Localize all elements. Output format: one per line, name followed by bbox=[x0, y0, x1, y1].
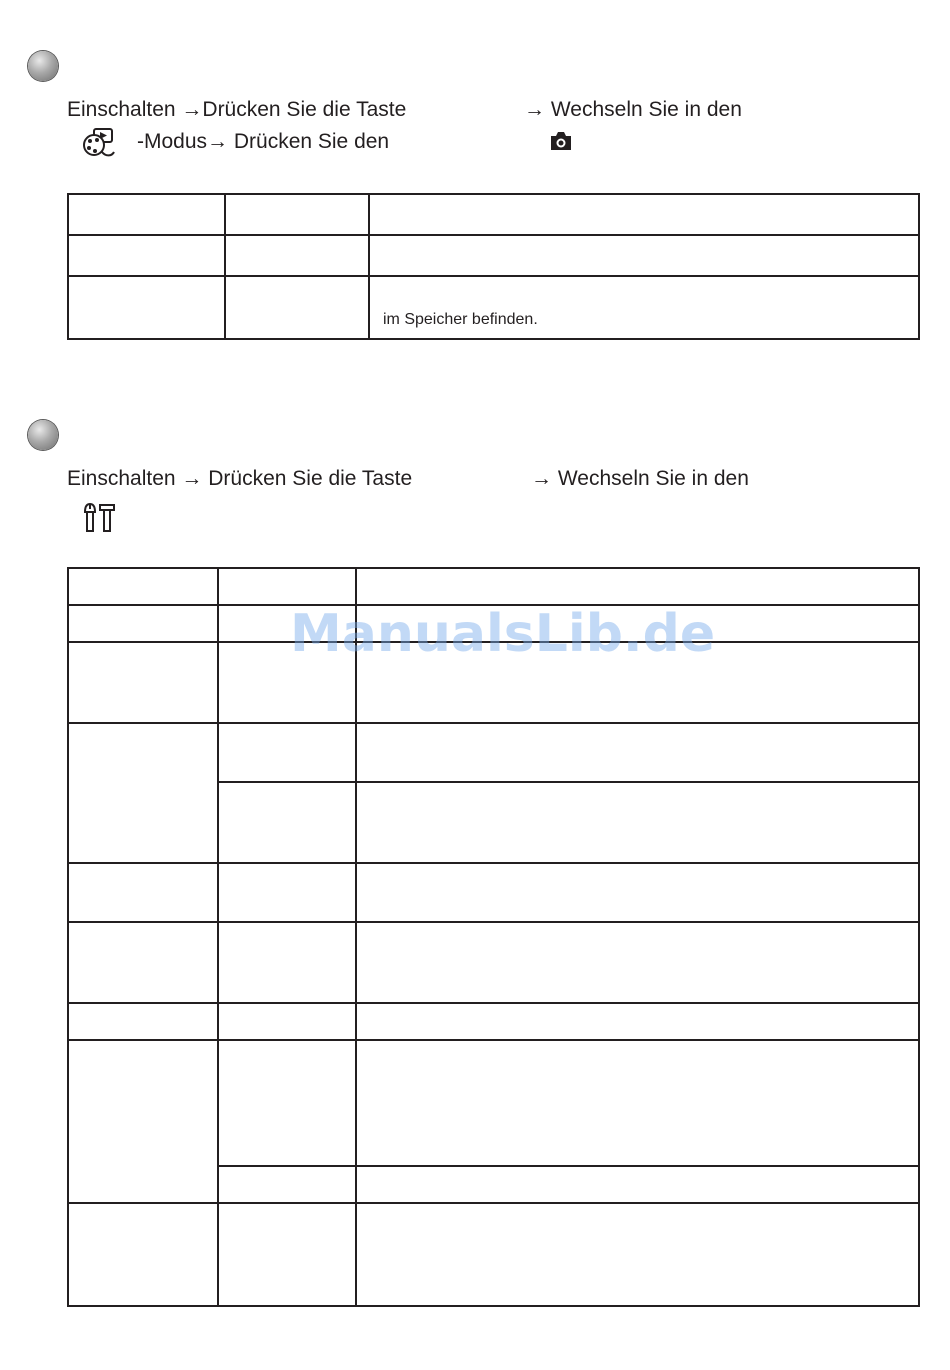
table-row bbox=[68, 276, 919, 339]
table-cell bbox=[218, 723, 356, 782]
table-cell bbox=[68, 235, 225, 276]
table-cell bbox=[369, 194, 919, 235]
table-row bbox=[68, 235, 919, 276]
table-note-text: im Speicher befinden. bbox=[383, 311, 538, 328]
instruction-text: → Wechseln Sie in den bbox=[531, 467, 749, 490]
table-cell bbox=[369, 276, 919, 339]
table-cell bbox=[218, 863, 356, 922]
table-cell bbox=[356, 782, 919, 863]
table-cell bbox=[68, 194, 225, 235]
table-row bbox=[68, 1040, 919, 1166]
table-cell bbox=[68, 605, 218, 642]
table-cell bbox=[356, 1166, 919, 1203]
table-row bbox=[68, 568, 919, 605]
instruction-text: Einschalten → Drücken Sie die Taste bbox=[67, 467, 413, 490]
table-row bbox=[68, 1203, 919, 1306]
table-cell bbox=[68, 1203, 218, 1306]
table-cell bbox=[356, 1003, 919, 1040]
table-cell bbox=[218, 1203, 356, 1306]
section-bullet bbox=[28, 51, 58, 81]
table-cell bbox=[225, 276, 369, 339]
instruction-text: Einschalten →Drücken Sie die Taste bbox=[67, 98, 407, 121]
table-cell bbox=[218, 1003, 356, 1040]
table-cell bbox=[369, 235, 919, 276]
table-cell bbox=[225, 194, 369, 235]
table-cell bbox=[68, 1040, 218, 1203]
table-cell bbox=[218, 1040, 356, 1166]
table-cell bbox=[356, 723, 919, 782]
table-row bbox=[68, 194, 919, 235]
table-cell bbox=[68, 723, 218, 863]
table-cell bbox=[68, 642, 218, 723]
settings-table-1 bbox=[67, 193, 920, 340]
section-bullet bbox=[28, 420, 58, 450]
instruction-text: -Modus→ Drücken Sie den bbox=[137, 130, 390, 153]
table-cell bbox=[356, 1040, 919, 1166]
settings-table-2 bbox=[67, 567, 920, 1307]
table-cell bbox=[68, 1003, 218, 1040]
table-row bbox=[68, 723, 919, 782]
table-cell bbox=[68, 922, 218, 1003]
table-cell bbox=[218, 782, 356, 863]
table-cell bbox=[68, 276, 225, 339]
table-cell bbox=[356, 1203, 919, 1306]
table-row bbox=[68, 922, 919, 1003]
video-edit-icon bbox=[82, 127, 116, 159]
watermark: ManualsLib.de bbox=[290, 604, 716, 664]
table-cell bbox=[218, 922, 356, 1003]
table-cell bbox=[68, 568, 218, 605]
camera-icon bbox=[549, 131, 573, 151]
table-cell bbox=[218, 1166, 356, 1203]
table-cell bbox=[356, 863, 919, 922]
table-row bbox=[68, 863, 919, 922]
table-cell bbox=[356, 922, 919, 1003]
table-cell bbox=[68, 863, 218, 922]
instruction-text: → Wechseln Sie in den bbox=[524, 98, 742, 121]
table-cell bbox=[218, 568, 356, 605]
table-cell bbox=[356, 568, 919, 605]
table-row bbox=[68, 1003, 919, 1040]
table-cell bbox=[225, 235, 369, 276]
tools-icon bbox=[83, 502, 117, 533]
